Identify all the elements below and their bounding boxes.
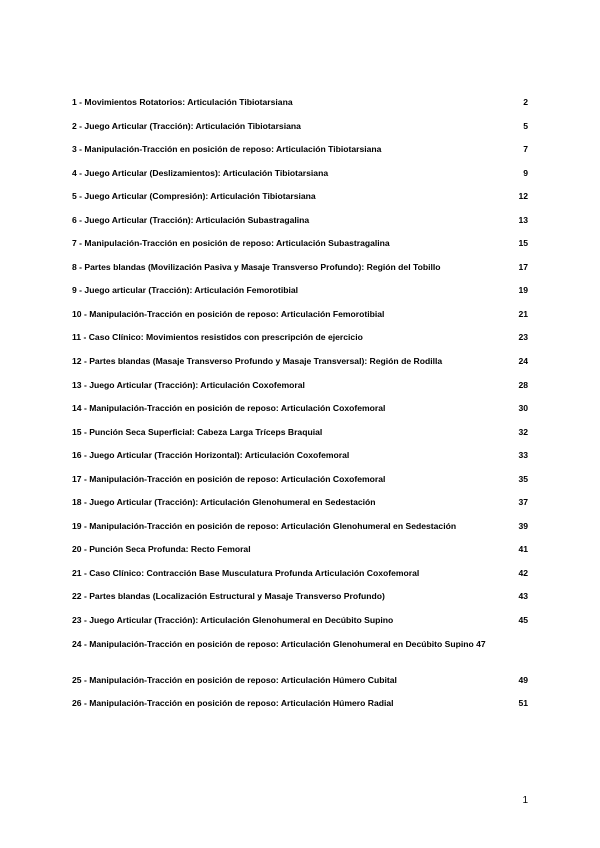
toc-entry-page: 2 — [523, 97, 528, 107]
toc-entry-title: 20 - Punción Seca Profunda: Recto Femoral — [72, 544, 251, 555]
toc-entry-11[interactable] — [72, 328, 528, 352]
toc-entry-23[interactable] — [72, 611, 528, 635]
toc-entry-title: 25 - Manipulación-Tracción en posición de reposo: Articulación Húmero Cubital — [72, 674, 397, 685]
toc-entry-page: 17 — [518, 261, 528, 272]
toc-entry-title: 2 - Juego Articular (Tracción): Articulación Tibiotarsiana — [72, 120, 301, 131]
toc-entry-12[interactable] — [72, 352, 528, 376]
toc-entry-title: 23 - Juego Articular (Tracción): Articulación Glenohumeral en Decúbito Supino — [72, 615, 394, 626]
toc-entry-2[interactable] — [72, 117, 528, 141]
toc-entry-page: 19 — [518, 285, 528, 296]
toc-entry-title: 18 - Juego Articular (Tracción): Articulación Glenohumeral en Sedestación — [72, 497, 376, 508]
toc-entry-page: 23 — [518, 332, 528, 343]
toc-entry-15[interactable] — [72, 423, 528, 447]
toc-entry-16[interactable] — [72, 446, 528, 470]
toc-entry-25[interactable] — [72, 671, 528, 695]
toc-entry-page: 43 — [518, 591, 528, 602]
toc-entry-title: 21 - Caso Clínico: Contracción Base Musculatura Profunda Articulación Coxofemoral — [72, 567, 420, 578]
toc-entry-17[interactable] — [72, 470, 528, 494]
toc-entry-5[interactable] — [72, 187, 528, 211]
toc-entry-title: 26 - Manipulación-Tracción en posición de reposo: Articulación Húmero Radial — [72, 698, 394, 709]
toc-entry-page: 39 — [518, 520, 528, 531]
toc-entry-26[interactable] — [72, 694, 528, 718]
toc-entry-page: 5 — [523, 120, 528, 131]
toc-entry-title: 12 - Partes blandas (Masaje Transverso Profundo y Masaje Transversal): Región de Rodilla — [72, 356, 443, 367]
toc-entry-title: 3 - Manipulación-Tracción en posición de reposo: Articulación Tibiotarsiana — [72, 144, 382, 155]
toc-entry-page: 33 — [518, 450, 528, 461]
toc-entry-page: 24 — [518, 356, 528, 367]
toc-entry-4[interactable] — [72, 164, 528, 188]
toc-entry-title: 16 - Juego Articular (Tracción Horizontal): Articulación Coxofemoral — [72, 450, 350, 461]
toc-entry-page: 51 — [518, 698, 528, 709]
toc-entry-page: 35 — [518, 473, 528, 484]
toc-entry-title: 13 - Juego Articular (Tracción): Articulación Coxofemoral — [72, 379, 305, 390]
toc-entry-14[interactable] — [72, 399, 528, 423]
toc-entry-title: 24 - Manipulación-Tracción en posición de reposo: Articulación Glenohumeral en Decúbito Supino 47 — [72, 638, 486, 649]
toc-entry-19[interactable] — [72, 517, 528, 541]
toc-entry-9[interactable] — [72, 281, 528, 305]
toc-entry-3[interactable] — [72, 140, 528, 164]
toc-entry-title: 5 - Juego Articular (Compresión): Articulación Tibiotarsiana — [72, 191, 316, 202]
toc-entry-page: 41 — [518, 544, 528, 555]
toc-entry-title: 6 - Juego Articular (Tracción): Articulación Subastragalina — [72, 214, 310, 225]
toc-entry-page: 9 — [523, 167, 528, 178]
toc-entry-page: 15 — [518, 238, 528, 249]
toc-entry-page: 49 — [518, 674, 528, 685]
toc-entry-1[interactable] — [72, 93, 528, 117]
toc-entry-20[interactable] — [72, 540, 528, 564]
toc-entry-22[interactable] — [72, 587, 528, 611]
toc-entry-title: 8 - Partes blandas (Movilización Pasiva y Masaje Transverso Profundo): Región del Tobillo — [72, 261, 441, 272]
toc-entry-page: 32 — [518, 426, 528, 437]
toc-entry-page: 12 — [518, 191, 528, 202]
toc-entry-title: 4 - Juego Articular (Deslizamientos): Articulación Tibiotarsiana — [72, 167, 329, 178]
page-number: 1 — [522, 795, 528, 806]
toc-entry-title: 11 - Caso Clínico: Movimientos resistidos con prescripción de ejercicio — [72, 332, 363, 343]
toc-entry-title: 14 - Manipulación-Tracción en posición de reposo: Articulación Coxofemoral — [72, 403, 386, 414]
toc-entry-title: 9 - Juego articular (Tracción): Articulación Femorotibial — [72, 285, 299, 296]
toc-entry-8[interactable] — [72, 258, 528, 282]
toc-entry-page: 37 — [518, 497, 528, 508]
toc-entry-page: 45 — [518, 615, 528, 626]
toc-entry-page: 7 — [523, 144, 528, 155]
toc-entry-page: 21 — [518, 308, 528, 319]
toc-entry-title: 7 - Manipulación-Tracción en posición de reposo: Articulación Subastragalina — [72, 238, 390, 249]
toc-entry-page: 30 — [518, 403, 528, 414]
toc-entry-page: 42 — [518, 567, 528, 578]
table-of-contents — [72, 93, 528, 718]
toc-entry-title: 22 - Partes blandas (Localización Estructural y Masaje Transverso Profundo) — [72, 591, 385, 602]
toc-entry-title: 10 - Manipulación-Tracción en posición de reposo: Articulación Femorotibial — [72, 308, 385, 319]
toc-entry-6[interactable] — [72, 211, 528, 235]
toc-entry-18[interactable] — [72, 493, 528, 517]
toc-entry-10[interactable] — [72, 305, 528, 329]
toc-entry-title: 15 - Punción Seca Superficial: Cabeza Larga Tríceps Braquial — [72, 426, 323, 437]
toc-entry-21[interactable] — [72, 564, 528, 588]
toc-entry-title: 1 - Movimientos Rotatorios: Articulación Tibiotarsiana — [72, 97, 293, 107]
toc-entry-page: 13 — [518, 214, 528, 225]
toc-entry-7[interactable] — [72, 234, 528, 258]
toc-entry-title: 17 - Manipulación-Tracción en posición de reposo: Articulación Coxofemoral — [72, 473, 386, 484]
toc-entry-13[interactable] — [72, 376, 528, 400]
toc-entry-page: 28 — [518, 379, 528, 390]
toc-entry-24[interactable] — [72, 635, 528, 671]
toc-entry-title: 19 - Manipulación-Tracción en posición de reposo: Articulación Glenohumeral en Sedestación — [72, 520, 457, 531]
